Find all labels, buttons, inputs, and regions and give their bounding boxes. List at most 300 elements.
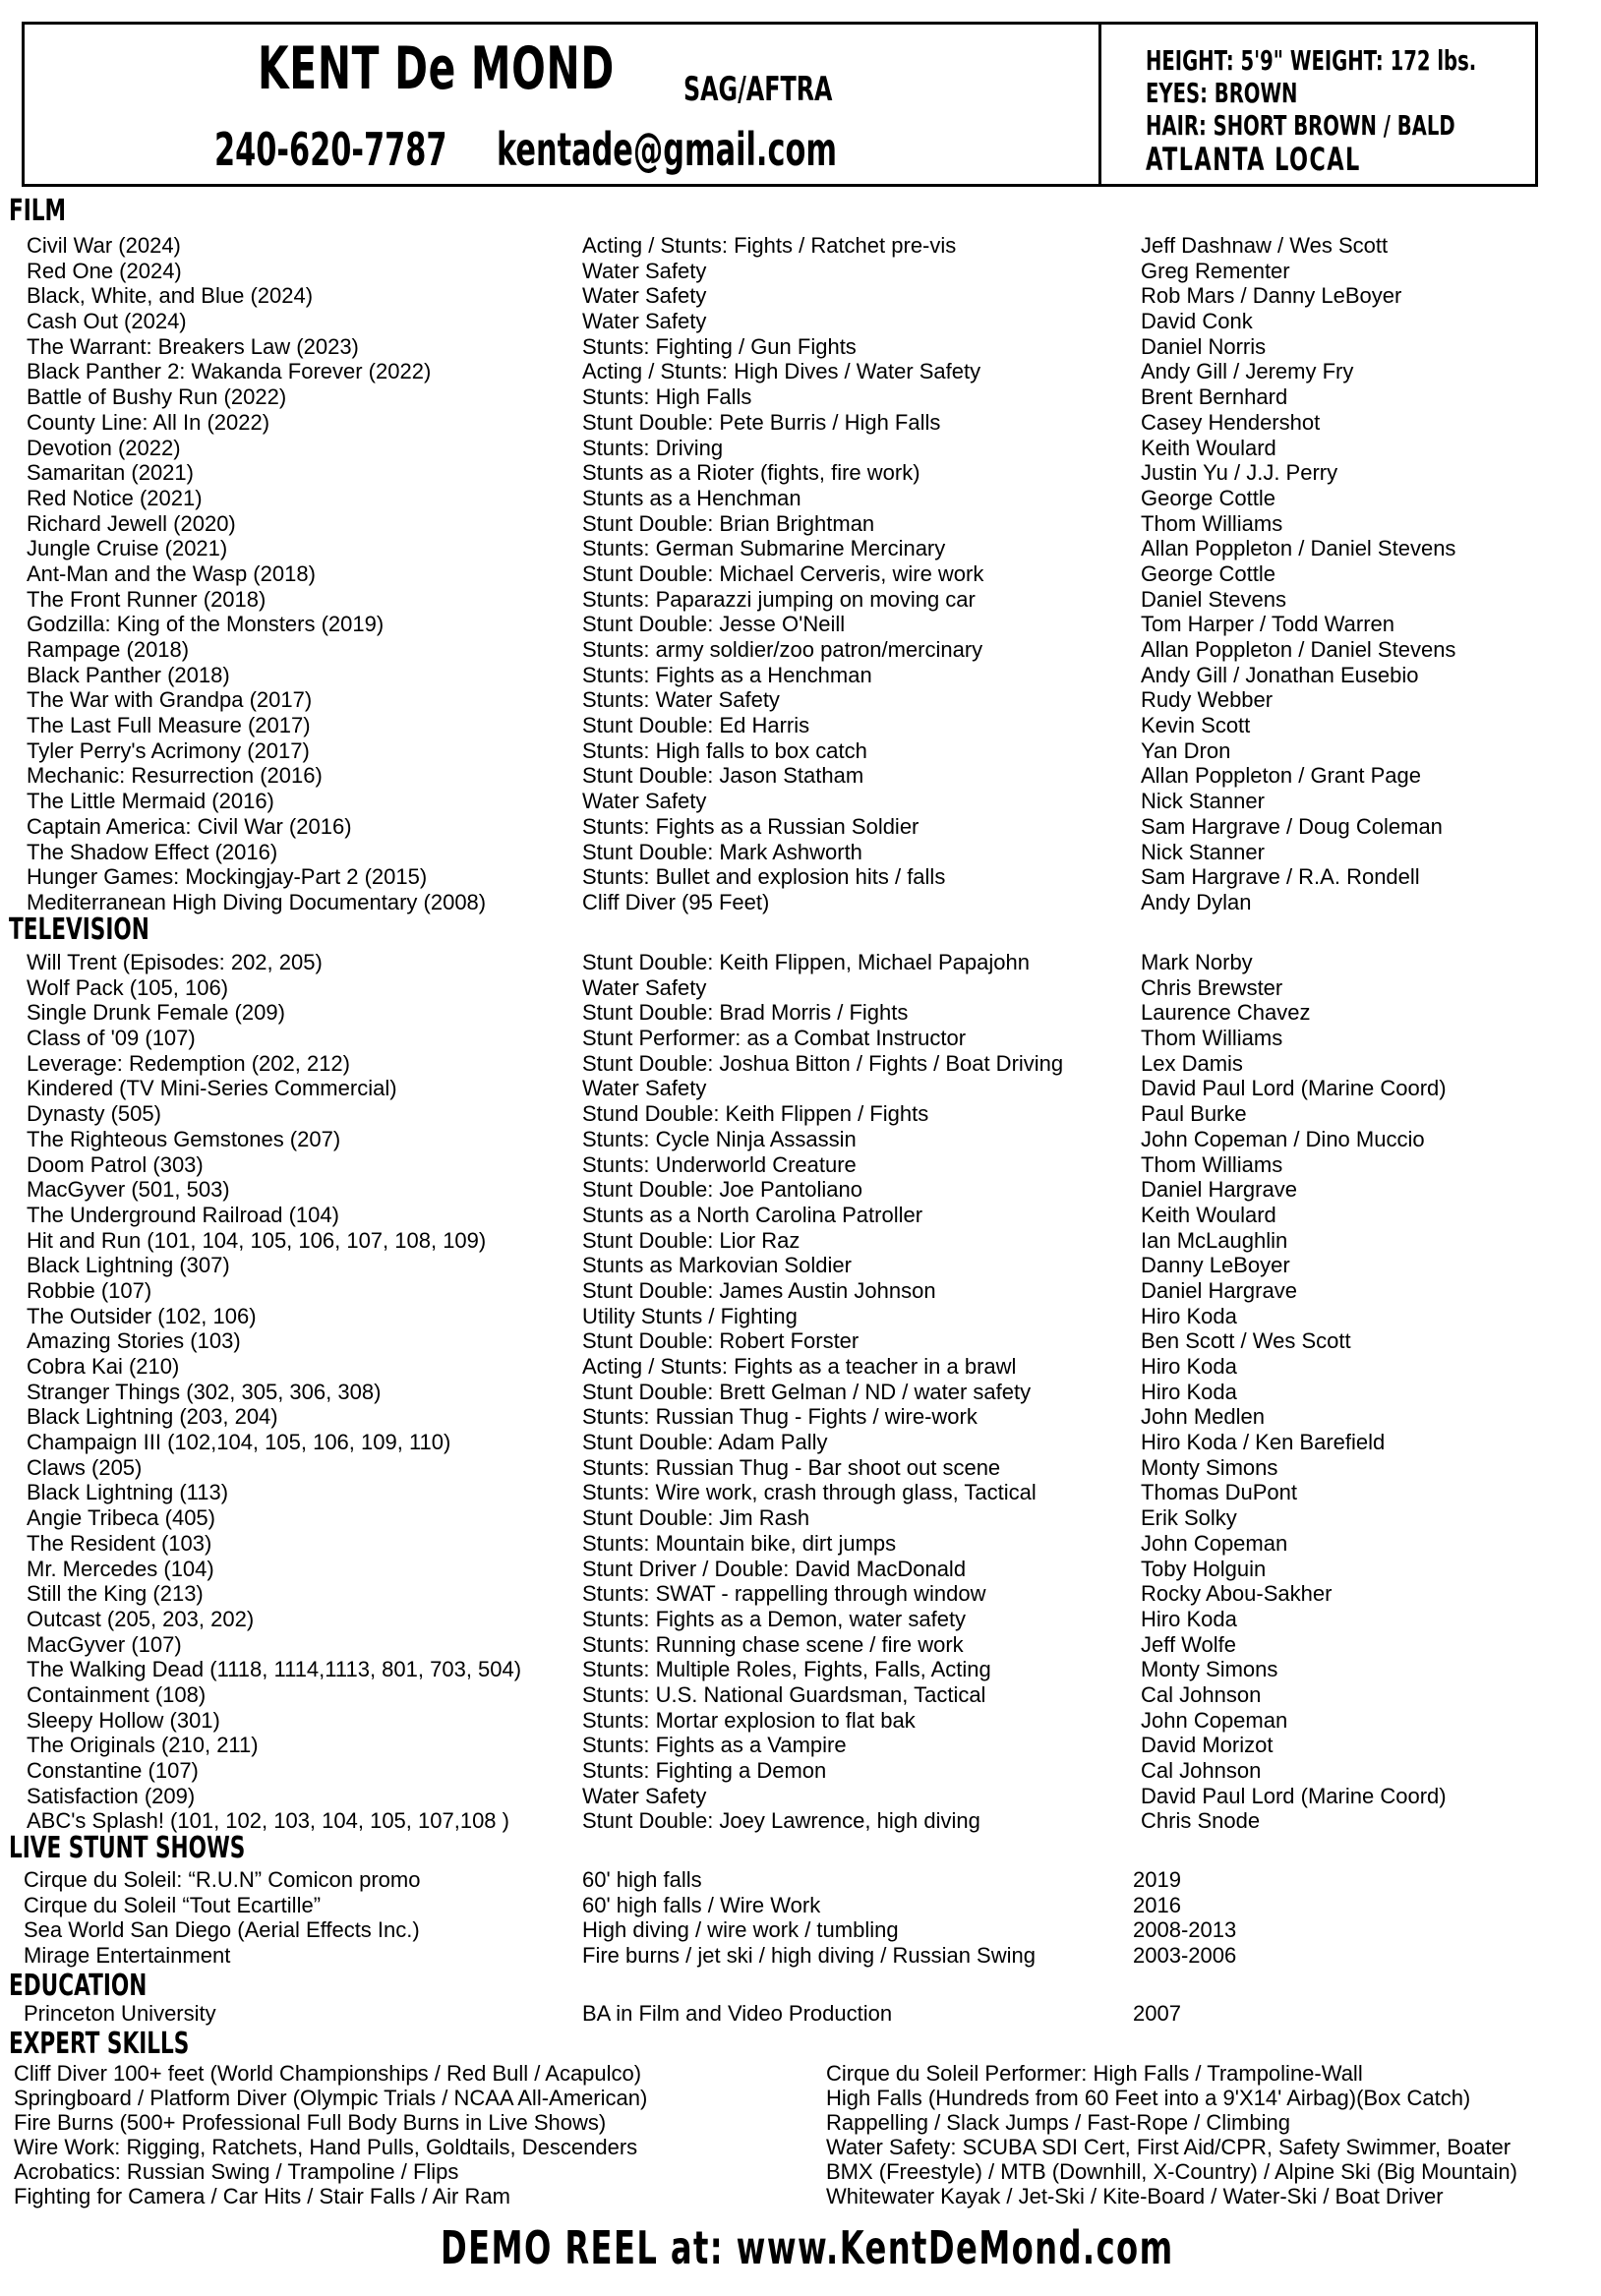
credit-title: Stranger Things (302, 305, 306, 308): [27, 1379, 382, 1404]
credit-coordinator: Thomas DuPont: [1141, 1480, 1297, 1505]
credit-role: Stunts: army soldier/zoo patron/mercinary: [582, 637, 983, 662]
credit-role: Stunts: Underworld Creature: [582, 1151, 857, 1177]
film-credit-row: [0, 334, 1601, 360]
credit-role: Stunts as a North Carolina Patroller: [582, 1202, 923, 1227]
credit-title: Dynasty (505): [27, 1101, 161, 1127]
credit-role: Stunts: Russian Thug - Fights / wire-work: [582, 1404, 978, 1430]
credit-title: Kindered (TV Mini-Series Commercial): [27, 1076, 397, 1101]
skill-right: Water Safety: SCUBA SDI Cert, First Aid/CPR, Safety Swimmer, Boater: [826, 2135, 1512, 2159]
television-credit-row: [0, 1177, 1601, 1203]
physical-stats: [1146, 44, 1601, 177]
film-credit-row: [0, 259, 1601, 284]
credit-role: Acting / Stunts: Fights as a teacher in a brawl: [582, 1354, 1017, 1379]
credit-role: Water Safety: [582, 1783, 707, 1808]
television-credit-row: [0, 1404, 1601, 1430]
live-show-credits: [0, 1867, 1601, 1969]
credit-title: Mediterranean High Diving Documentary (2008): [27, 889, 487, 914]
email-address: kentade@gmail.com: [497, 123, 837, 176]
credit-role: Stunts: Wire work, crash through glass, Tactical: [582, 1480, 1037, 1505]
television-credit-row: [0, 1228, 1601, 1254]
credit-coordinator: Chris Brewster: [1141, 974, 1283, 1000]
credit-coordinator: Daniel Norris: [1141, 333, 1267, 359]
credit-role: Stunts: SWAT - rappelling through window: [582, 1581, 986, 1607]
television-credit-row: [0, 1480, 1601, 1505]
credit-coordinator: Cal Johnson: [1141, 1758, 1262, 1783]
credit-title: Samaritan (2021): [27, 460, 194, 486]
credit-title: The War with Grandpa (2017): [27, 687, 313, 713]
credit-role: Stunts as Markovian Soldier: [582, 1253, 852, 1278]
show-years: 2008-2013: [1133, 1917, 1237, 1943]
credit-title: Godzilla: King of the Monsters (2019): [27, 612, 385, 637]
credit-coordinator: Jeff Dashnaw / Wes Scott: [1141, 233, 1389, 258]
credit-role: Stunts: Driving: [582, 435, 724, 460]
film-credit-row: [0, 663, 1601, 688]
skill-row: [0, 2086, 1601, 2110]
credit-title: Constantine (107): [27, 1758, 199, 1783]
credit-title: Black, White, and Blue (2024): [27, 283, 314, 309]
credit-title: Devotion (2022): [27, 435, 181, 460]
credit-coordinator: Laurence Chavez: [1141, 1000, 1311, 1026]
credit-coordinator: Hiro Koda: [1141, 1606, 1237, 1631]
credit-role: Stunt Double: Joe Pantoliano: [582, 1177, 862, 1203]
credit-role: Stunts: Mountain bike, dirt jumps: [582, 1530, 897, 1556]
television-credit-row: [0, 1682, 1601, 1708]
television-credits: [0, 950, 1601, 1834]
credit-title: The Underground Railroad (104): [27, 1202, 339, 1227]
credit-title: Civil War (2024): [27, 233, 181, 258]
degree: BA in Film and Video Production: [582, 2001, 893, 2026]
television-credit-row: [0, 1657, 1601, 1682]
television-credit-row: [0, 1203, 1601, 1228]
credit-coordinator: Monty Simons: [1141, 1657, 1278, 1682]
film-credits: [0, 233, 1601, 915]
skill-left: Wire Work: Rigging, Ratchets, Hand Pulls, Goldtails, Descenders: [14, 2135, 638, 2159]
show-role: High diving / wire work / tumbling: [582, 1917, 899, 1943]
film-credit-row: [0, 687, 1601, 713]
credit-title: Amazing Stories (103): [27, 1328, 241, 1354]
television-credit-row: [0, 1581, 1601, 1607]
credit-coordinator: Greg Rementer: [1141, 258, 1290, 283]
credit-title: Hunger Games: Mockingjay-Part 2 (2015): [27, 864, 428, 890]
credit-coordinator: Rudy Webber: [1141, 687, 1274, 713]
credit-role: Stunts: Russian Thug - Bar shoot out scene: [582, 1454, 1001, 1480]
credit-title: Red One (2024): [27, 258, 182, 283]
credit-role: Stunts: Paparazzi jumping on moving car: [582, 586, 976, 612]
skill-left: Springboard / Platform Diver (Olympic Trials / NCAA All-American): [14, 2086, 648, 2110]
credit-role: Stunts: Fights as a Demon, water safety: [582, 1606, 967, 1631]
film-credit-row: [0, 789, 1601, 814]
film-credit-row: [0, 738, 1601, 764]
credit-coordinator: Erik Solky: [1141, 1505, 1237, 1531]
credit-coordinator: David Conk: [1141, 309, 1253, 334]
credit-coordinator: Thom Williams: [1141, 510, 1283, 536]
credit-title: Mechanic: Resurrection (2016): [27, 763, 323, 789]
live-show-row: [0, 1893, 1601, 1918]
television-credit-row: [0, 1784, 1601, 1809]
credit-coordinator: John Copeman: [1141, 1530, 1288, 1556]
credit-title: Captain America: Civil War (2016): [27, 813, 352, 839]
credit-title: Black Panther (2018): [27, 662, 230, 687]
section-heading-television: TELEVISION: [9, 913, 149, 947]
union-affiliation: SAG/AFTRA: [683, 70, 833, 109]
credit-coordinator: Paul Burke: [1141, 1101, 1247, 1127]
skill-right: Whitewater Kayak / Jet-Ski / Kite-Board / Water-Ski / Boat Driver: [826, 2184, 1444, 2208]
credit-role: Stunt Double: Robert Forster: [582, 1328, 860, 1354]
education-row: [0, 2001, 1601, 2027]
credit-title: The Originals (210, 211): [27, 1733, 259, 1758]
film-credit-row: [0, 864, 1601, 890]
credit-role: Stunt Double: Adam Pally: [582, 1430, 828, 1455]
section-heading-live-stunt-shows: LIVE STUNT SHOWS: [9, 1831, 246, 1865]
credit-role: Stunts: High falls to box catch: [582, 737, 867, 763]
show-name: Cirque du Soleil: “R.U.N” Comicon promo: [24, 1867, 421, 1892]
television-credit-row: [0, 1380, 1601, 1405]
credit-coordinator: Tom Harper / Todd Warren: [1141, 612, 1394, 637]
credit-role: Stunt Double: Brian Brightman: [582, 510, 875, 536]
credit-coordinator: David Paul Lord (Marine Coord): [1141, 1076, 1447, 1101]
credit-coordinator: Kevin Scott: [1141, 713, 1251, 738]
credit-role: Stunts: Water Safety: [582, 687, 780, 713]
television-credit-row: [0, 1328, 1601, 1354]
credit-title: Robbie (107): [27, 1277, 152, 1303]
film-credit-row: [0, 890, 1601, 915]
credit-title: Black Panther 2: Wakanda Forever (2022): [27, 359, 432, 384]
school-name: Princeton University: [24, 2001, 216, 2026]
credit-coordinator: Allan Poppleton / Daniel Stevens: [1141, 637, 1456, 662]
television-credit-row: [0, 1708, 1601, 1734]
credit-title: Rampage (2018): [27, 637, 190, 662]
credit-coordinator: Daniel Stevens: [1141, 586, 1286, 612]
credit-role: Acting / Stunts: High Dives / Water Safety: [582, 359, 981, 384]
credit-role: Stunt Double: Jesse O'Neill: [582, 612, 846, 637]
credit-role: Stunt Double: Lior Raz: [582, 1227, 800, 1253]
credit-title: Claws (205): [27, 1454, 143, 1480]
credit-role: Stunts: Fights as a Russian Soldier: [582, 813, 919, 839]
film-credit-row: [0, 763, 1601, 789]
credit-coordinator: Hiro Koda: [1141, 1303, 1237, 1328]
credit-coordinator: John Medlen: [1141, 1404, 1265, 1430]
credit-title: MacGyver (107): [27, 1631, 182, 1657]
film-credit-row: [0, 637, 1601, 663]
credit-coordinator: Allan Poppleton / Daniel Stevens: [1141, 536, 1456, 561]
television-credit-row: [0, 1557, 1601, 1582]
credit-role: Water Safety: [582, 789, 707, 814]
television-credit-row: [0, 1101, 1601, 1127]
credit-coordinator: David Morizot: [1141, 1733, 1274, 1758]
film-credit-row: [0, 587, 1601, 613]
credit-coordinator: Keith Woulard: [1141, 1202, 1276, 1227]
credit-role: Stunt Double: Jason Statham: [582, 763, 864, 789]
skill-row: [0, 2159, 1601, 2184]
credit-title: The Shadow Effect (2016): [27, 839, 278, 864]
credit-coordinator: Hiro Koda / Ken Barefield: [1141, 1430, 1386, 1455]
credit-role: Stunts: Mortar explosion to flat bak: [582, 1707, 916, 1733]
credit-title: Still the King (213): [27, 1581, 204, 1607]
credit-title: Outcast (205, 203, 202): [27, 1606, 255, 1631]
film-credit-row: [0, 612, 1601, 637]
section-heading-education: EDUCATION: [9, 1969, 148, 2003]
television-credit-row: [0, 975, 1601, 1001]
credit-role: Stunts: Fighting / Gun Fights: [582, 333, 857, 359]
credit-coordinator: David Paul Lord (Marine Coord): [1141, 1783, 1447, 1808]
television-credit-row: [0, 1430, 1601, 1455]
credit-title: MacGyver (501, 503): [27, 1177, 230, 1203]
credit-title: Ant-Man and the Wasp (2018): [27, 560, 316, 586]
film-credit-row: [0, 283, 1601, 309]
credit-role: Stunt Double: Mark Ashworth: [582, 839, 862, 864]
credit-title: Satisfaction (209): [27, 1783, 196, 1808]
skill-left: Fire Burns (500+ Professional Full Body Burns in Live Shows): [14, 2110, 607, 2135]
credit-role: Water Safety: [582, 1076, 707, 1101]
credit-coordinator: Thom Williams: [1141, 1151, 1283, 1177]
credit-role: Stunts: Fights as a Vampire: [582, 1733, 847, 1758]
show-name: Cirque du Soleil “Tout Ecartille”: [24, 1892, 322, 1917]
television-credit-row: [0, 1607, 1601, 1632]
credit-role: Stunt Double: Jim Rash: [582, 1505, 810, 1531]
show-name: Sea World San Diego (Aerial Effects Inc.): [24, 1917, 420, 1943]
credit-coordinator: Andy Gill / Jonathan Eusebio: [1141, 662, 1419, 687]
film-credit-row: [0, 486, 1601, 511]
skill-left: Cliff Diver 100+ feet (World Championships / Red Bull / Acapulco): [14, 2061, 642, 2086]
television-credit-row: [0, 1051, 1601, 1077]
credit-role: Cliff Diver (95 Feet): [582, 889, 770, 914]
television-credit-row: [0, 1127, 1601, 1152]
television-credit-row: [0, 1076, 1601, 1101]
credit-title: Sleepy Hollow (301): [27, 1707, 220, 1733]
credit-coordinator: Sam Hargrave / R.A. Rondell: [1141, 864, 1420, 890]
television-credit-row: [0, 1000, 1601, 1026]
credit-coordinator: Keith Woulard: [1141, 435, 1276, 460]
show-years: 2019: [1133, 1867, 1181, 1892]
film-credit-row: [0, 511, 1601, 537]
credit-title: Battle of Bushy Run (2022): [27, 384, 287, 410]
television-credit-row: [0, 1632, 1601, 1658]
credit-role: Stunts: Running chase scene / fire work: [582, 1631, 964, 1657]
television-credit-row: [0, 1505, 1601, 1531]
television-credit-row: [0, 1354, 1601, 1380]
credit-title: Class of '09 (107): [27, 1026, 196, 1051]
credit-title: The Front Runner (2018): [27, 586, 267, 612]
credit-title: Single Drunk Female (209): [27, 1000, 285, 1026]
graduation-year: 2007: [1133, 2001, 1181, 2026]
film-credit-row: [0, 309, 1601, 334]
television-credit-row: [0, 1026, 1601, 1051]
credit-title: Leverage: Redemption (202, 212): [27, 1050, 350, 1076]
section-heading-film: FILM: [9, 194, 67, 228]
credit-coordinator: Andy Gill / Jeremy Fry: [1141, 359, 1354, 384]
credit-title: The Little Mermaid (2016): [27, 789, 274, 814]
television-credit-row: [0, 950, 1601, 975]
skill-row: [0, 2135, 1601, 2159]
credit-role: Stunts: German Submarine Mercinary: [582, 536, 946, 561]
skill-right: Cirque du Soleil Performer: High Falls / Trampoline-Wall: [826, 2061, 1363, 2086]
credit-role: Stunt Driver / Double: David MacDonald: [582, 1556, 967, 1581]
credit-role: Stunt Double: Joshua Bitton / Fights / Boat Driving: [582, 1050, 1064, 1076]
television-credit-row: [0, 1152, 1601, 1178]
credit-title: The Walking Dead (1118, 1114,1113, 801, 703, 504): [27, 1657, 522, 1682]
credit-coordinator: Mark Norby: [1141, 950, 1253, 974]
credit-title: Mr. Mercedes (104): [27, 1556, 214, 1581]
credit-coordinator: Ben Scott / Wes Scott: [1141, 1328, 1351, 1354]
credit-coordinator: Cal Johnson: [1141, 1681, 1262, 1707]
film-credit-row: [0, 384, 1601, 410]
film-credit-row: [0, 561, 1601, 587]
credit-role: Stunts: Fights as a Henchman: [582, 662, 872, 687]
credit-coordinator: Yan Dron: [1141, 737, 1231, 763]
film-credit-row: [0, 436, 1601, 461]
credit-coordinator: John Copeman: [1141, 1707, 1288, 1733]
credit-role: Stunt Double: Joey Lawrence, high diving: [582, 1808, 980, 1834]
credit-role: Stunts: Fighting a Demon: [582, 1758, 827, 1783]
skill-right: Rappelling / Slack Jumps / Fast-Rope / Climbing: [826, 2110, 1290, 2135]
show-role: 60' high falls: [582, 1867, 702, 1892]
credit-role: Stunts as a Henchman: [582, 485, 801, 510]
credit-coordinator: Nick Stanner: [1141, 789, 1265, 814]
credit-coordinator: Allan Poppleton / Grant Page: [1141, 763, 1421, 789]
stat-height-weight: HEIGHT: 5'9" WEIGHT: 172 lbs.: [1146, 44, 1477, 77]
credit-title: Richard Jewell (2020): [27, 510, 236, 536]
credit-title: Wolf Pack (105, 106): [27, 974, 229, 1000]
show-role: Fire burns / jet ski / high diving / Russian Swing: [582, 1943, 1036, 1969]
credit-role: Water Safety: [582, 309, 707, 334]
credit-role: Stunts: High Falls: [582, 384, 752, 410]
credit-coordinator: Sam Hargrave / Doug Coleman: [1141, 813, 1443, 839]
credit-coordinator: Jeff Wolfe: [1141, 1631, 1237, 1657]
credit-coordinator: Casey Hendershot: [1141, 409, 1321, 435]
credit-coordinator: Monty Simons: [1141, 1454, 1278, 1480]
show-years: 2016: [1133, 1892, 1181, 1917]
credit-title: Tyler Perry's Acrimony (2017): [27, 737, 310, 763]
show-role: 60' high falls / Wire Work: [582, 1892, 821, 1917]
credit-coordinator: Andy Dylan: [1141, 889, 1252, 914]
film-credit-row: [0, 536, 1601, 561]
credit-coordinator: Hiro Koda: [1141, 1379, 1237, 1404]
stat-hair: HAIR: SHORT BROWN / BALD: [1146, 109, 1455, 142]
credit-coordinator: Danny LeBoyer: [1141, 1253, 1290, 1278]
credit-title: Black Lightning (113): [27, 1480, 229, 1505]
credit-coordinator: George Cottle: [1141, 560, 1275, 586]
television-credit-row: [0, 1455, 1601, 1481]
credit-coordinator: Justin Yu / J.J. Perry: [1141, 460, 1338, 486]
credit-role: Stunt Double: Keith Flippen, Michael Papajohn: [582, 950, 1030, 974]
skill-left: Acrobatics: Russian Swing / Trampoline / Flips: [14, 2159, 459, 2184]
credit-title: Containment (108): [27, 1681, 207, 1707]
credit-role: Water Safety: [582, 974, 707, 1000]
skill-row: [0, 2110, 1601, 2135]
credit-role: Stunt Double: Pete Burris / High Falls: [582, 409, 941, 435]
credit-title: Black Lightning (203, 204): [27, 1404, 278, 1430]
demo-reel-link[interactable]: DEMO REEL at: www.KentDeMond.com: [441, 2221, 1174, 2274]
credit-role: Water Safety: [582, 258, 707, 283]
credit-title: The Outsider (102, 106): [27, 1303, 257, 1328]
credit-role: Water Safety: [582, 283, 707, 309]
credit-coordinator: Rocky Abou-Sakher: [1141, 1581, 1333, 1607]
skill-row: [0, 2184, 1601, 2208]
credit-title: Cobra Kai (210): [27, 1354, 180, 1379]
credit-role: Stunts as a Rioter (fights, fire work): [582, 460, 920, 486]
credit-title: Angie Tribeca (405): [27, 1505, 215, 1531]
film-credit-row: [0, 840, 1601, 865]
skill-row: [0, 2061, 1601, 2086]
credit-title: Will Trent (Episodes: 202, 205): [27, 950, 323, 974]
skill-right: BMX (Freestyle) / MTB (Downhill, X-Country) / Alpine Ski (Big Mountain): [826, 2159, 1517, 2184]
credit-role: Stunt Double: James Austin Johnson: [582, 1277, 936, 1303]
credit-title: The Warrant: Breakers Law (2023): [27, 333, 359, 359]
credit-coordinator: Toby Holguin: [1141, 1556, 1267, 1581]
show-years: 2003-2006: [1133, 1943, 1237, 1969]
live-show-row: [0, 1867, 1601, 1893]
film-credit-row: [0, 233, 1601, 259]
credit-role: Stunts: U.S. National Guardsman, Tactical: [582, 1681, 986, 1707]
credit-title: The Righteous Gemstones (207): [27, 1126, 341, 1151]
credit-role: Stunt Double: Michael Cerveris, wire work: [582, 560, 984, 586]
stat-eyes: EYES: BROWN: [1146, 77, 1298, 109]
credit-title: Black Lightning (307): [27, 1253, 230, 1278]
credit-role: Utility Stunts / Fighting: [582, 1303, 798, 1328]
film-credit-row: [0, 410, 1601, 436]
credit-role: Acting / Stunts: Fights / Ratchet pre-vis: [582, 233, 957, 258]
film-credit-row: [0, 359, 1601, 384]
credit-coordinator: George Cottle: [1141, 485, 1275, 510]
television-credit-row: [0, 1253, 1601, 1278]
credit-coordinator: Hiro Koda: [1141, 1354, 1237, 1379]
credit-role: Stunts: Multiple Roles, Fights, Falls, Acting: [582, 1657, 991, 1682]
credit-title: ABC's Splash! (101, 102, 103, 104, 105, 107,108 ): [27, 1808, 509, 1834]
credit-coordinator: Nick Stanner: [1141, 839, 1265, 864]
header-box: [22, 22, 1538, 187]
credit-coordinator: Thom Williams: [1141, 1026, 1283, 1051]
television-credit-row: [0, 1304, 1601, 1329]
actor-name: KENT De MOND: [258, 34, 615, 103]
live-show-row: [0, 1917, 1601, 1943]
show-name: Mirage Entertainment: [24, 1943, 231, 1969]
credit-role: Stunt Double: Ed Harris: [582, 713, 810, 738]
credit-role: Stunt Double: Brett Gelman / ND / water safety: [582, 1379, 1032, 1404]
credit-role: Stund Double: Keith Flippen / Fights: [582, 1101, 929, 1127]
credit-coordinator: Rob Mars / Danny LeBoyer: [1141, 283, 1402, 309]
credit-role: Stunt Performer: as a Combat Instructor: [582, 1026, 967, 1051]
credit-title: Champaign III (102,104, 105, 106, 109, 110): [27, 1430, 451, 1455]
credit-title: Doom Patrol (303): [27, 1151, 204, 1177]
credit-role: Stunt Double: Brad Morris / Fights: [582, 1000, 909, 1026]
header-divider: [1098, 25, 1101, 184]
credit-title: Cash Out (2024): [27, 309, 187, 334]
skill-left: Fighting for Camera / Car Hits / Stair Falls / Air Ram: [14, 2184, 510, 2208]
credit-coordinator: John Copeman / Dino Muccio: [1141, 1126, 1425, 1151]
film-credit-row: [0, 814, 1601, 840]
credit-role: Stunts: Bullet and explosion hits / falls: [582, 864, 946, 890]
television-credit-row: [0, 1758, 1601, 1784]
credit-title: County Line: All In (2022): [27, 409, 270, 435]
credit-coordinator: Brent Bernhard: [1141, 384, 1288, 410]
phone-number: 240-620-7787: [214, 123, 447, 176]
television-credit-row: [0, 1278, 1601, 1304]
television-credit-row: [0, 1531, 1601, 1557]
credit-coordinator: Lex Damis: [1141, 1050, 1243, 1076]
stat-location: ATLANTA LOCAL: [1146, 141, 1361, 178]
film-credit-row: [0, 713, 1601, 738]
credit-role: Stunts: Cycle Ninja Assassin: [582, 1126, 857, 1151]
credit-coordinator: Daniel Hargrave: [1141, 1177, 1297, 1203]
credit-title: The Resident (103): [27, 1530, 212, 1556]
credit-title: Hit and Run (101, 104, 105, 106, 107, 108, 109): [27, 1227, 487, 1253]
skill-right: High Falls (Hundreds from 60 Feet into a 9'X14' Airbag)(Box Catch): [826, 2086, 1471, 2110]
credit-coordinator: Ian McLaughlin: [1141, 1227, 1288, 1253]
film-credit-row: [0, 460, 1601, 486]
credit-title: Jungle Cruise (2021): [27, 536, 228, 561]
television-credit-row: [0, 1733, 1601, 1758]
expert-skills-list: [0, 2061, 1601, 2208]
